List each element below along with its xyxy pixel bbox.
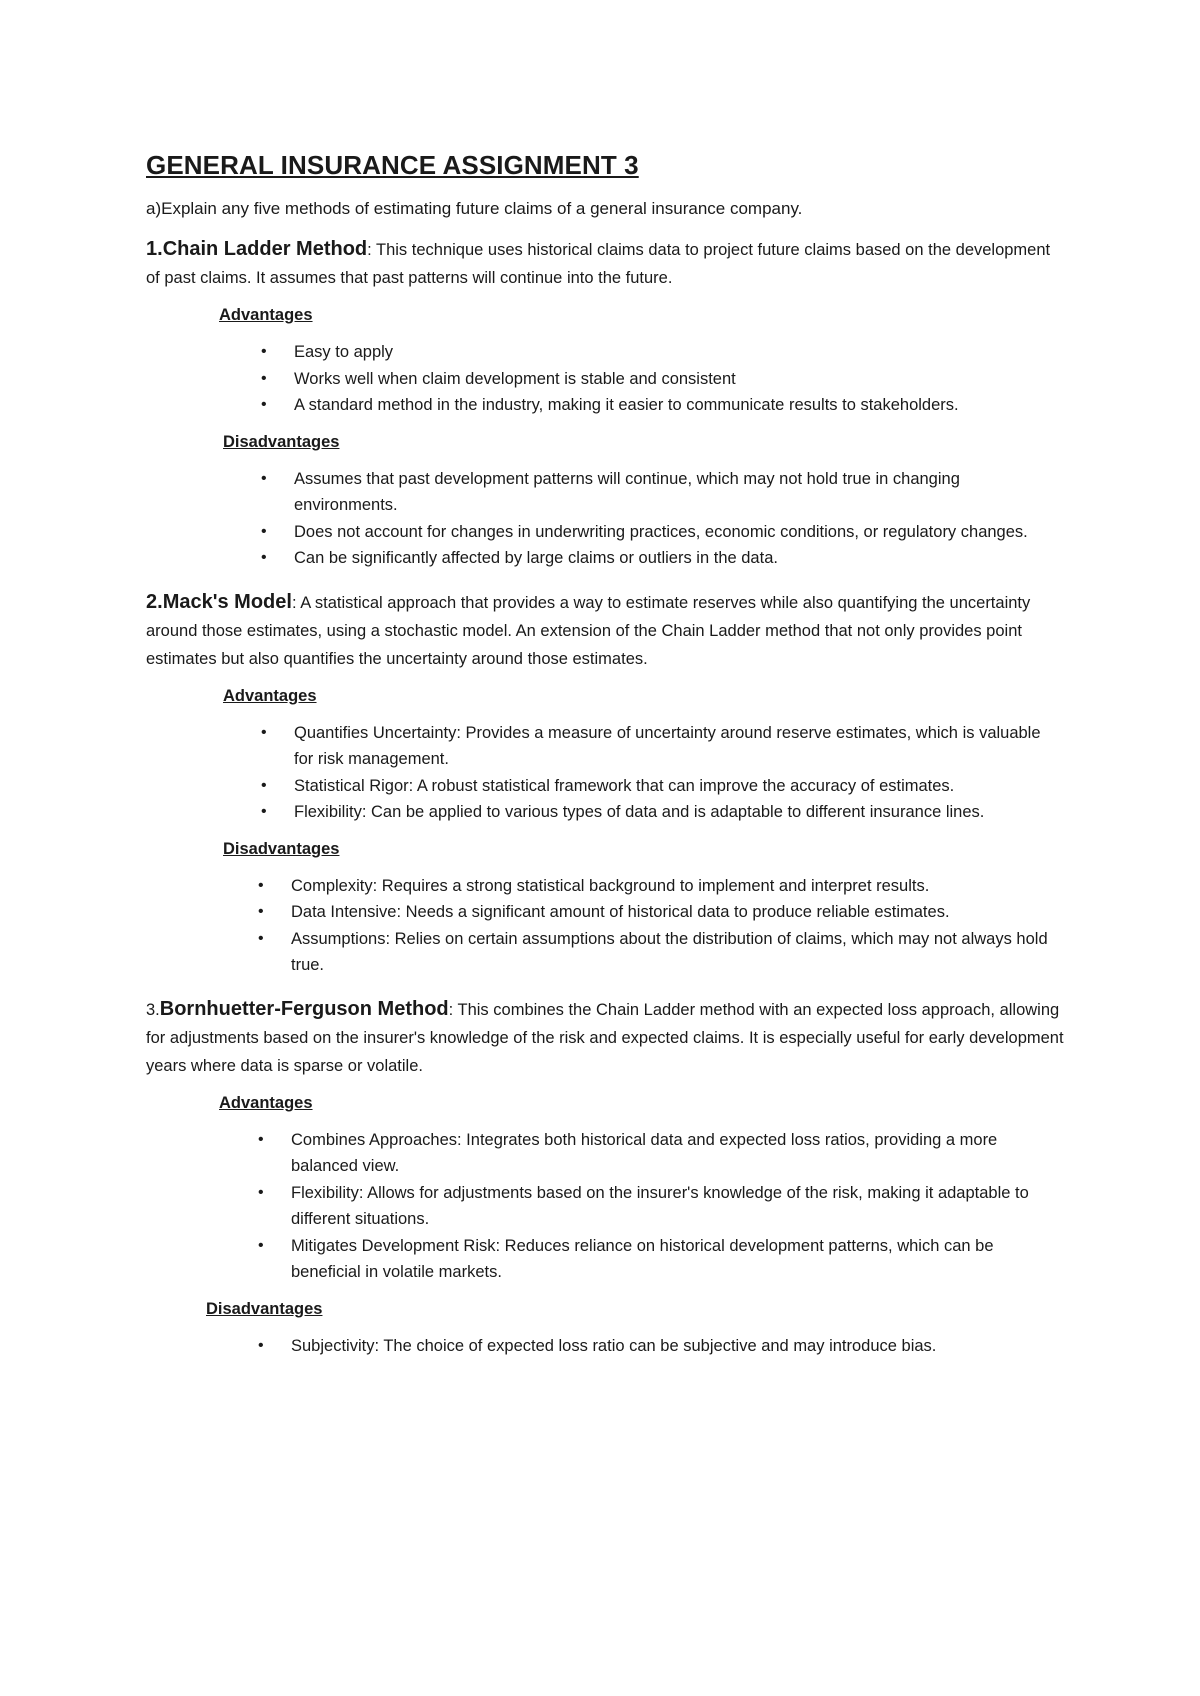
method-number: 2. bbox=[146, 590, 163, 613]
disadvantages-heading: Disadvantages bbox=[223, 839, 340, 858]
advantages-heading: Advantages bbox=[219, 1093, 313, 1112]
document-content bbox=[146, 150, 1066, 1375]
section-heading bbox=[146, 995, 1066, 1080]
list-item bbox=[146, 926, 1066, 979]
bullet-icon: • bbox=[261, 549, 267, 566]
list-item bbox=[146, 339, 1066, 366]
bullet-icon: • bbox=[261, 396, 267, 413]
section-heading bbox=[146, 235, 1066, 292]
list-item-text: Subjectivity: The choice of expected loss ratio can be subjective and may introduce bias. bbox=[291, 1336, 937, 1355]
list-item-text: Easy to apply bbox=[294, 343, 394, 361]
bullet-icon: • bbox=[261, 469, 267, 487]
list-item-text: Statistical Rigor: A robust statistical framework that can improve the accuracy of estimates. bbox=[294, 776, 955, 795]
bullet-icon: • bbox=[261, 522, 267, 540]
list-item bbox=[146, 899, 1066, 926]
list-item-text: Can be significantly affected by large claims or outliers in the data. bbox=[294, 549, 778, 567]
list-item-text: Flexibility: Can be applied to various types of data and is adaptable to different insurance lines. bbox=[294, 803, 985, 821]
bullet-icon: • bbox=[258, 903, 264, 920]
disadvantages-list bbox=[146, 873, 1066, 979]
bullet-icon: • bbox=[258, 876, 264, 894]
list-item bbox=[146, 873, 1066, 900]
list-item-text: Assumes that past development patterns will continue, which may not hold true in changing environments. bbox=[294, 469, 960, 514]
list-item bbox=[146, 392, 1066, 419]
bullet-icon: • bbox=[261, 803, 267, 820]
method-description: : This combines the Chain Ladder method with an expected loss approach, allowing for adjustments based on the insurer's knowledge of the risk and expected claims. It is especially useful for early development years where data is sparse or volatile. bbox=[146, 1000, 1064, 1075]
section-chain-ladder bbox=[146, 235, 1066, 572]
advantages-list bbox=[146, 339, 1066, 419]
method-description: : A statistical approach that provides a way to estimate reserves while also quantifying the uncertainty around those estimates, using a stochastic model. An extension of the Chain Ladder method that not only provides point estimates but also quantifies the uncertainty around those estimates. bbox=[146, 593, 1031, 668]
method-number: 1. bbox=[146, 238, 163, 260]
list-item bbox=[146, 1180, 1066, 1233]
method-name: Mack's Model bbox=[162, 590, 292, 613]
list-item-text: Works well when claim development is stable and consistent bbox=[294, 369, 736, 388]
method-name: Chain Ladder Method bbox=[162, 238, 368, 260]
list-item-text: Data Intensive: Needs a significant amount of historical data to produce reliable estimates. bbox=[291, 903, 950, 921]
section-heading bbox=[146, 588, 1066, 673]
disadvantages-list bbox=[146, 1333, 1066, 1360]
list-item bbox=[146, 1333, 1066, 1360]
document-title: GENERAL INSURANCE ASSIGNMENT 3 bbox=[146, 150, 639, 180]
list-item-text: A standard method in the industry, making it easier to communicate results to stakeholders. bbox=[294, 396, 959, 414]
method-number: 3. bbox=[146, 1000, 160, 1019]
section-macks-model bbox=[146, 588, 1066, 979]
list-item-text: Quantifies Uncertainty: Provides a measure of uncertainty around reserve estimates, which is valuable for risk management. bbox=[294, 723, 1041, 768]
list-item bbox=[146, 366, 1066, 393]
advantages-heading: Advantages bbox=[223, 686, 317, 705]
list-item-text: Assumptions: Relies on certain assumptions about the distribution of claims, which may not always hold true. bbox=[291, 929, 1048, 974]
list-item bbox=[146, 720, 1066, 773]
advantages-list bbox=[146, 720, 1066, 826]
list-item-text: Does not account for changes in underwriting practices, economic conditions, or regulatory changes. bbox=[294, 522, 1028, 541]
bullet-icon: • bbox=[258, 929, 264, 947]
advantages-heading: Advantages bbox=[219, 306, 313, 324]
method-description: : This technique uses historical claims data to project future claims based on the development of past claims. It assumes that past patterns will continue into the future. bbox=[146, 241, 1051, 287]
bullet-icon: • bbox=[261, 723, 267, 741]
section-bornhuetter-ferguson bbox=[146, 995, 1066, 1360]
list-item-text: Combines Approaches: Integrates both historical data and expected loss ratios, providing a more balanced view. bbox=[291, 1130, 998, 1175]
list-item bbox=[146, 799, 1066, 826]
disadvantages-heading: Disadvantages bbox=[223, 432, 340, 451]
advantages-list bbox=[146, 1127, 1066, 1286]
disadvantages-list bbox=[146, 466, 1066, 572]
list-item-text: Complexity: Requires a strong statistical background to implement and interpret results. bbox=[291, 876, 930, 895]
bullet-icon: • bbox=[261, 369, 267, 387]
method-name: Bornhuetter-Ferguson Method bbox=[159, 997, 449, 1020]
bullet-icon: • bbox=[261, 776, 267, 794]
bullet-icon: • bbox=[261, 343, 267, 360]
disadvantages-heading: Disadvantages bbox=[206, 1299, 323, 1318]
question-text: a)Explain any five methods of estimating future claims of a general insurance company. bbox=[146, 199, 803, 218]
list-item bbox=[146, 1127, 1066, 1180]
list-item bbox=[146, 466, 1066, 519]
bullet-icon: • bbox=[258, 1130, 264, 1148]
bullet-icon: • bbox=[258, 1336, 264, 1354]
list-item-text: Flexibility: Allows for adjustments based on the insurer's knowledge of the risk, making it adaptable to different situations. bbox=[291, 1183, 1029, 1228]
list-item-text: Mitigates Development Risk: Reduces reliance on historical development patterns, which can be beneficial in volatile markets. bbox=[291, 1236, 994, 1281]
list-item bbox=[146, 545, 1066, 572]
list-item bbox=[146, 519, 1066, 546]
bullet-icon: • bbox=[258, 1236, 264, 1254]
bullet-icon: • bbox=[258, 1183, 264, 1201]
list-item bbox=[146, 1233, 1066, 1286]
list-item bbox=[146, 773, 1066, 800]
